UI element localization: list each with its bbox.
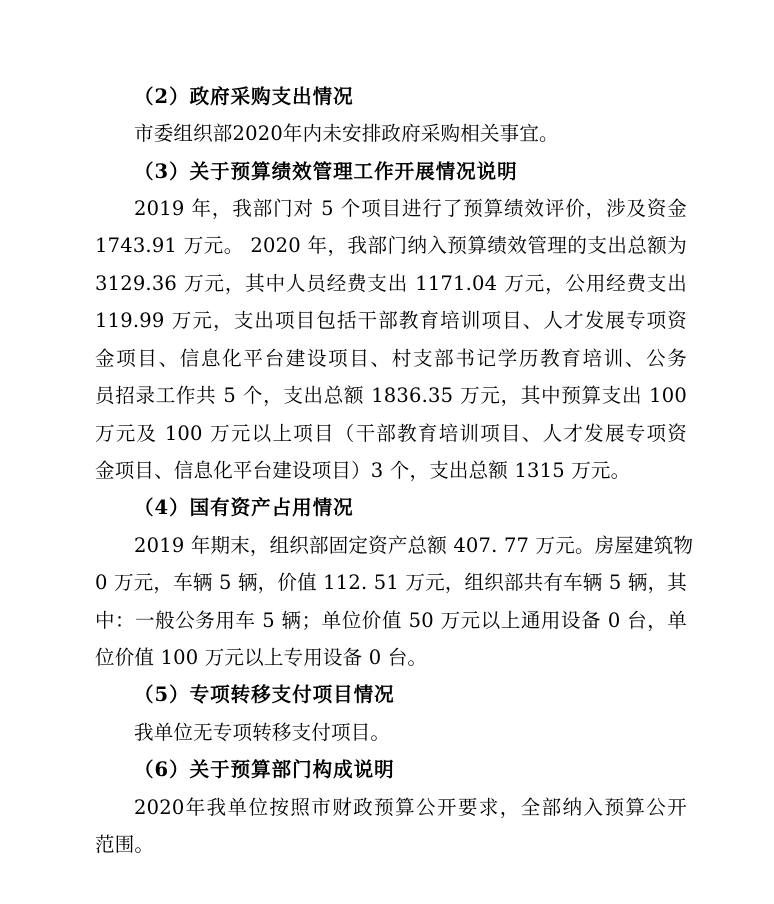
paragraph-line: 员招录工作共 5 个，支出总额 1836.35 万元，其中预算支出 100	[95, 384, 687, 407]
paragraph-line: 2019 年期末，组织部固定资产总额 407. 77 万元。房屋建筑物	[134, 534, 694, 557]
paragraph-line: 1743.91 万元。 2020 年，我部门纳入预算绩效管理的支出总额为	[95, 234, 687, 257]
paragraph-line: 金项目、信息化平台建设项目、村支部书记学历教育培训、公务	[95, 347, 687, 370]
section-heading-government-procurement: （2）政府采购支出情况	[134, 85, 354, 108]
paragraph-line: 119.99 万元，支出项目包括干部教育培训项目、人才发展专项资	[95, 309, 687, 332]
paragraph-line: 范围。	[95, 833, 155, 856]
paragraph-line: 0 万元，车辆 5 辆，价值 112. 51 万元，组织部共有车辆 5 辆，其	[95, 571, 687, 594]
paragraph-line: 我单位无专项转移支付项目。	[134, 721, 391, 744]
paragraph-line: 位价值 100 万元以上专用设备 0 台。	[95, 646, 428, 669]
paragraph-line: 2019 年，我部门对 5 个项目进行了预算绩效评价，涉及资金	[134, 197, 687, 220]
section-heading-special-transfer: （5）专项转移支付项目情况	[134, 683, 395, 706]
paragraph-line: 3129.36 万元，其中人员经费支出 1171.04 万元，公用经费支出	[95, 272, 687, 295]
paragraph-line: 中：一般公务用车 5 辆；单位价值 50 万元以上通用设备 0 台，单	[95, 609, 687, 632]
paragraph-line: 市委组织部2020年内未安排政府采购相关事宜。	[134, 122, 559, 145]
paragraph-line: 万元及 100 万元以上项目（干部教育培训项目、人才发展专项资	[95, 422, 687, 445]
paragraph-line: 2020年我单位按照市财政预算公开要求，全部纳入预算公开	[134, 796, 687, 819]
section-heading-performance-management: （3）关于预算绩效管理工作开展情况说明	[134, 160, 518, 183]
paragraph-line: 金项目、信息化平台建设项目）3 个，支出总额 1315 万元。	[95, 459, 631, 482]
section-heading-department-composition: （6）关于预算部门构成说明	[134, 758, 395, 781]
section-heading-state-assets: （4）国有资产占用情况	[134, 496, 354, 519]
